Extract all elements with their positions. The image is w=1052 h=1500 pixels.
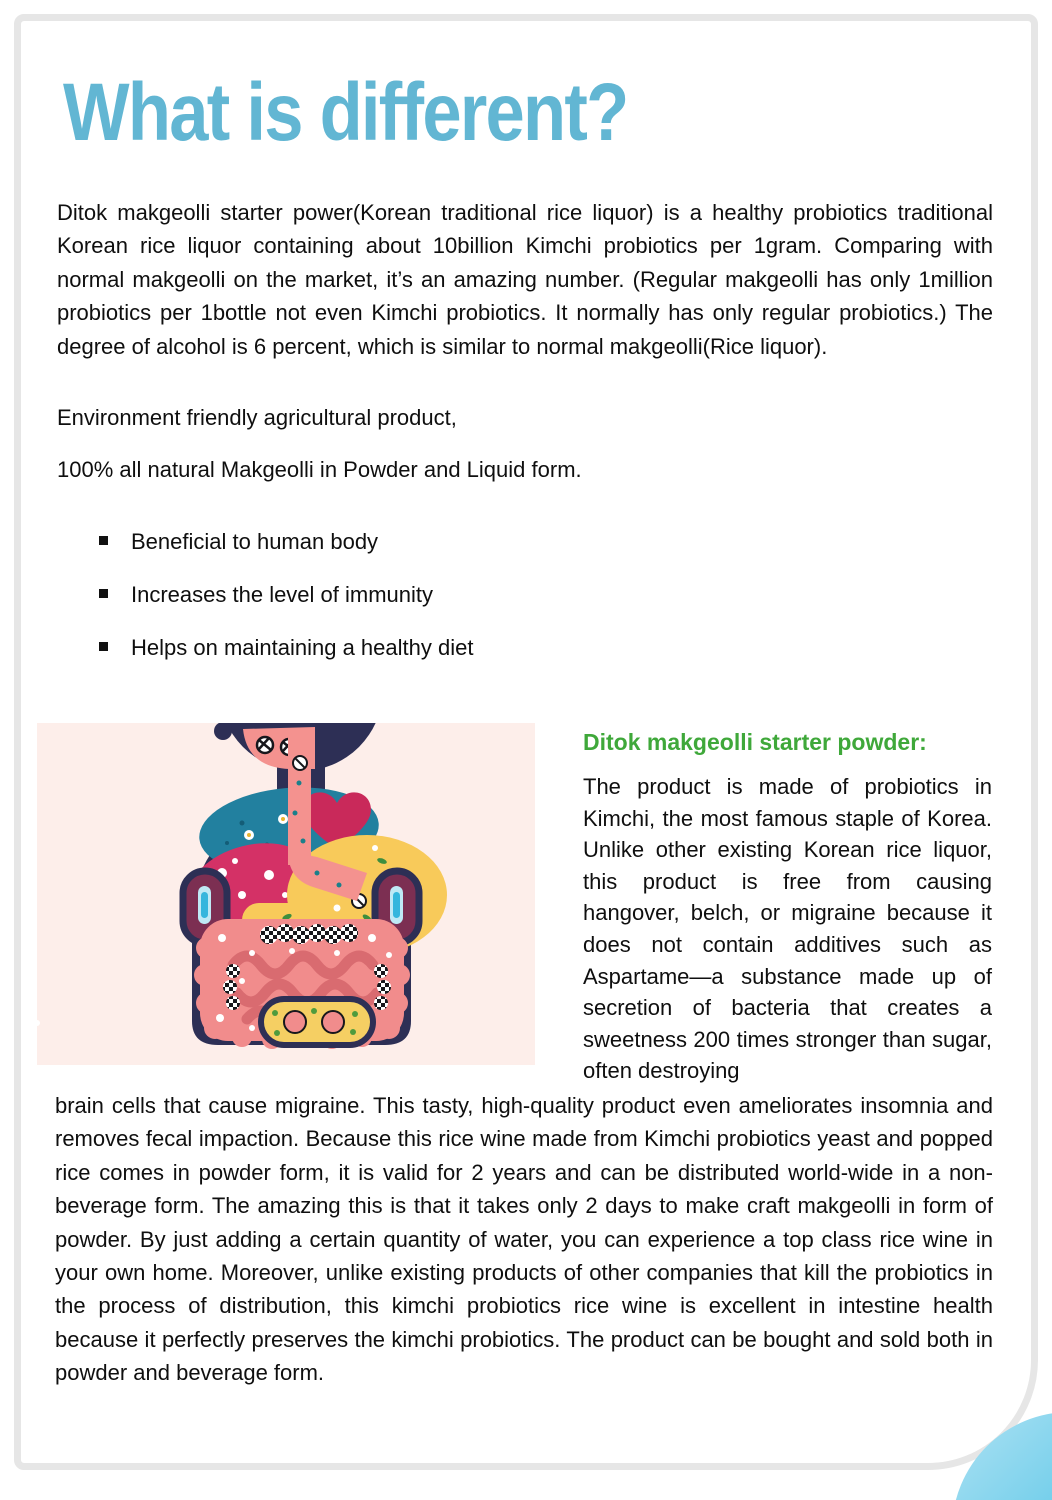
eco-line: Environment friendly agricultural product, xyxy=(57,405,457,430)
natural-line: 100% all natural Makgeolli in Powder and Liquid form. xyxy=(57,457,582,482)
bullet-square-icon xyxy=(99,536,108,545)
list-item xyxy=(99,527,473,557)
bullet-square-icon xyxy=(99,589,108,598)
benefit-list xyxy=(99,527,473,686)
benefit-label: Helps on maintaining a healthy diet xyxy=(131,635,474,660)
benefit-label: Beneficial to human body xyxy=(131,529,379,554)
list-item xyxy=(99,580,473,610)
bullet-square-icon xyxy=(99,642,108,651)
list-item xyxy=(99,633,473,663)
intro-paragraph: Ditok makgeolli starter power(Korean traditional rice liquor) is a healthy probiotics traditional Korean rice liquor containing about 10billion Kimchi probiotics per 1gram. Comparing with normal makgeolli on the market, it’s an amazing number. (Regular makgeolli has only 1million probiotics per 1bottle not even Kimchi probiotics. It normally has only regular probiotics.) The degree of alcohol is 6 percent, which is similar to normal makgeolli(Rice liquor). xyxy=(57,200,993,359)
product-paragraph-right: The product is made of probiotics in Kimchi, the most famous staple of Korea. Unlike other existing Korean rice liquor, this product is free from causing hangover, belch, or migraine because it does not contain additives such as Aspartame—a substance made up of secretion of bacteria that creates a sweetness 200 times stronger than sugar, often destroying xyxy=(583,774,992,1084)
benefit-label: Increases the level of immunity xyxy=(131,582,434,607)
product-paragraph-full: brain cells that cause migraine. This tasty, high-quality product even ameliorates insomnia and removes fecal impaction. Because this rice wine made from Kimchi probiotics yeast and popped rice comes in powder form, it is valid for 2 years and can be distributed world-wide in a non-beverage form. The amazing this is that it takes only 2 days to make craft makgeolli in form of powder. By just adding a certain quantity of water, you can experience a top class rice wine in your own home. Moreover, unlike existing products of other companies that kill the probiotics in the process of distribution, this kimchi probiotics rice wine is excellent in intestine health because it perfectly preserves the kimchi probiotics. The product can be bought and sold both in powder and beverage form. xyxy=(55,1093,993,1386)
digestive-system-artwork xyxy=(37,723,535,1065)
digestive-system-illustration xyxy=(37,723,535,1065)
page-title: What is different? xyxy=(63,67,628,158)
product-heading: Ditok makgeolli starter powder: xyxy=(583,729,927,755)
